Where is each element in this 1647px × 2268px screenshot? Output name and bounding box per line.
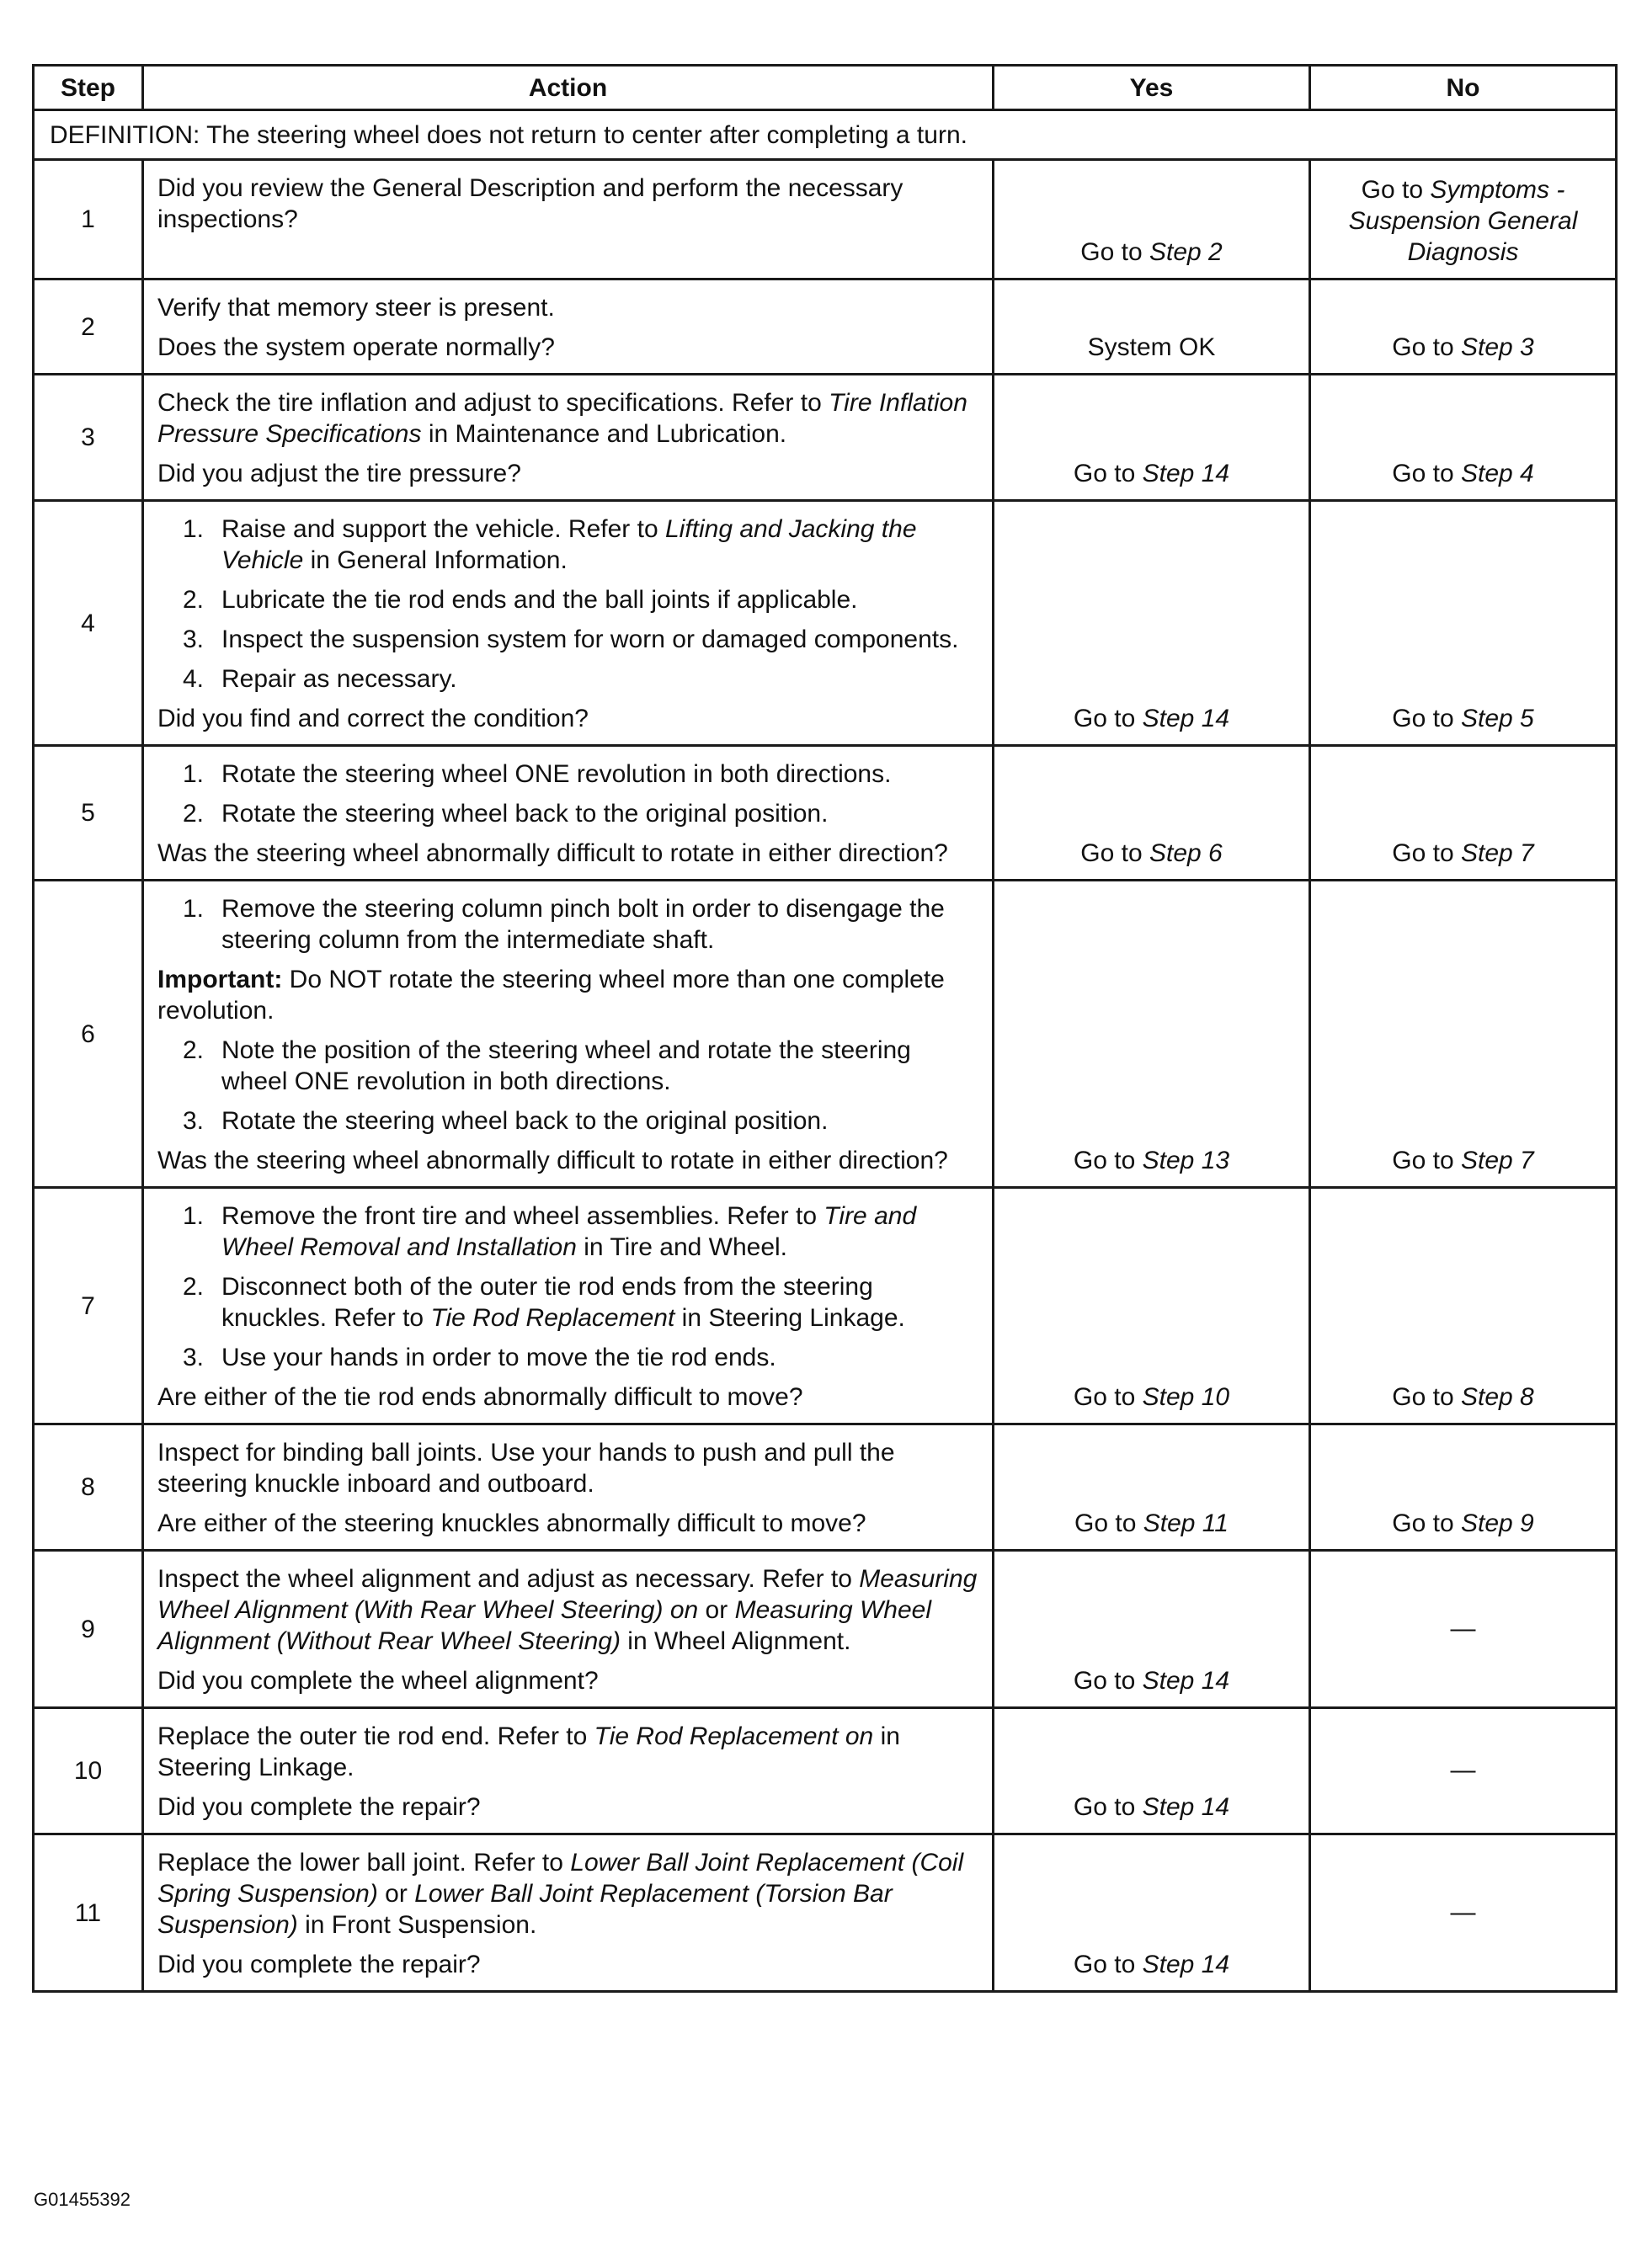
reference-text: Step 5 [1460, 705, 1534, 732]
bold-text: Important: [157, 966, 283, 993]
text-run: Did you review the General Description and perform the necessary inspections? [157, 174, 903, 233]
no-result [1310, 160, 1617, 280]
list-number: 1. [183, 760, 205, 788]
text-run: System OK [1087, 333, 1216, 361]
list-number: 1. [183, 1202, 205, 1230]
action-paragraph [157, 1437, 978, 1499]
step-number: 7 [34, 1188, 143, 1424]
list-number: 1. [183, 895, 205, 923]
reference-text: Symptoms - Suspension General Diagnosis [1348, 176, 1578, 266]
text-run: in Wheel Alignment. [620, 1627, 851, 1655]
table-row [34, 375, 1617, 501]
yes-result [994, 746, 1310, 881]
action-cell [143, 1424, 994, 1551]
action-cell [143, 501, 994, 746]
action-paragraph [157, 1847, 978, 1941]
text-run: in General Information. [303, 546, 568, 574]
text-run: Inspect the suspension system for worn or damaged components. [221, 626, 959, 653]
list-number: 2. [183, 586, 205, 614]
action-paragraph [157, 1721, 978, 1783]
reference-text: Step 7 [1460, 1147, 1534, 1174]
text-run: in Front Suspension. [297, 1911, 537, 1939]
action-list-item [157, 663, 978, 695]
list-number: 2. [183, 1036, 205, 1064]
text-run: Go to [1392, 1383, 1461, 1411]
text-run: in Steering Linkage. [674, 1304, 905, 1332]
text-run: Rotate the steering wheel ONE revolution in both directions. [221, 760, 892, 788]
text-run: Replace the lower ball joint. Refer to [157, 1849, 571, 1877]
text-run: Rotate the steering wheel back to the original position. [221, 1107, 829, 1135]
text-run: — [1450, 1898, 1476, 1926]
action-list-item [157, 1342, 978, 1373]
text-run: Go to [1073, 1383, 1143, 1411]
text-run: Did you complete the repair? [157, 1951, 481, 1978]
text-run: Go to [1080, 238, 1149, 266]
text-run: Verify that memory steer is present. [157, 294, 555, 322]
table-row [34, 1188, 1617, 1424]
action-cell [143, 160, 994, 280]
text-run: Was the steering wheel abnormally difficult to rotate in either direction? [157, 1147, 948, 1174]
reference-text: Step 4 [1460, 460, 1534, 487]
text-run: in Steering Linkage. [157, 1722, 900, 1781]
yes-result [994, 375, 1310, 501]
reference-text: Step 9 [1460, 1509, 1534, 1537]
text-run: Go to [1392, 1147, 1461, 1174]
table-row [34, 1708, 1617, 1834]
text-run: Replace the outer tie rod end. Refer to [157, 1722, 594, 1750]
action-paragraph [157, 1382, 978, 1413]
reference-text: Step 8 [1460, 1383, 1534, 1411]
action-cell [143, 1834, 994, 1992]
text-run: Lubricate the tie rod ends and the ball joints if applicable. [221, 586, 858, 614]
action-cell [143, 1551, 994, 1708]
table-row [34, 280, 1617, 375]
text-run: Go to [1073, 460, 1143, 487]
action-paragraph [157, 173, 978, 235]
action-cell [143, 280, 994, 375]
text-run: Check the tire inflation and adjust to specifications. Refer to [157, 389, 829, 417]
table-row [34, 501, 1617, 746]
list-number: 1. [183, 515, 205, 543]
text-run: Go to [1080, 839, 1149, 867]
list-number: 3. [183, 626, 205, 653]
header-action: Action [143, 66, 994, 110]
step-number: 8 [34, 1424, 143, 1551]
text-run: Rotate the steering wheel back to the original position. [221, 800, 829, 828]
action-list-item [157, 1105, 978, 1137]
text-run: Disconnect both of the outer tie rod ends from the steering knuckles. Refer to [221, 1273, 873, 1332]
text-run: Does the system operate normally? [157, 333, 555, 361]
reference-text: Step 13 [1142, 1147, 1230, 1174]
text-run: in Tire and Wheel. [576, 1233, 788, 1261]
action-paragraph [157, 1792, 978, 1823]
table-row [34, 746, 1617, 881]
text-run: Note the position of the steering wheel and rotate the steering wheel ONE revolution in both directions. [221, 1036, 911, 1095]
text-run: Did you adjust the tire pressure? [157, 460, 521, 487]
text-run: Go to [1361, 176, 1431, 204]
action-list-item [157, 514, 978, 576]
no-result [1310, 501, 1617, 746]
reference-text: Tie Rod Replacement [430, 1304, 675, 1332]
yes-result [994, 1551, 1310, 1708]
text-run: Go to [1073, 1147, 1143, 1174]
text-run: Use your hands in order to move the tie rod ends. [221, 1344, 776, 1371]
reference-text: Step 14 [1142, 460, 1230, 487]
text-run: Go to [1392, 705, 1461, 732]
table-row [34, 1551, 1617, 1708]
no-result [1310, 1834, 1617, 1992]
action-paragraph [157, 1563, 978, 1657]
yes-result [994, 1424, 1310, 1551]
action-cell [143, 375, 994, 501]
reference-text: Step 3 [1460, 333, 1534, 361]
text-run: Go to [1073, 1951, 1143, 1978]
reference-text: Step 14 [1142, 1793, 1230, 1821]
list-number: 2. [183, 800, 205, 828]
list-number: 3. [183, 1107, 205, 1135]
header-yes: Yes [994, 66, 1310, 110]
no-result [1310, 375, 1617, 501]
step-number: 3 [34, 375, 143, 501]
action-list-item [157, 1201, 978, 1263]
text-run: in Maintenance and Lubrication. [421, 420, 787, 448]
header-step: Step [34, 66, 143, 110]
text-run: Did you complete the wheel alignment? [157, 1667, 599, 1695]
text-run: Go to [1073, 1667, 1143, 1695]
text-run: Did you find and correct the condition? [157, 705, 589, 732]
reference-text: Step 14 [1142, 1951, 1230, 1978]
action-list-item [157, 1035, 978, 1097]
table-row [34, 160, 1617, 280]
definition-row [34, 110, 1617, 160]
reference-text: Step 6 [1149, 839, 1223, 867]
no-result [1310, 1708, 1617, 1834]
step-number: 11 [34, 1834, 143, 1992]
text-run: Repair as necessary. [221, 665, 457, 693]
text-run: Inspect for binding ball joints. Use your hands to push and pull the steering knuckle inboard and outboard. [157, 1439, 895, 1498]
reference-text: Tire Inflation Pressure Specifications [157, 389, 967, 448]
text-run: Are either of the steering knuckles abnormally difficult to move? [157, 1509, 866, 1537]
list-number: 4. [183, 665, 205, 693]
action-cell [143, 881, 994, 1188]
header-no: No [1310, 66, 1617, 110]
text-run: Go to [1074, 1509, 1143, 1537]
action-paragraph [157, 1949, 978, 1980]
action-cell [143, 1708, 994, 1834]
reference-text: Step 7 [1460, 839, 1534, 867]
action-paragraph [157, 332, 978, 363]
reference-text: Lower Ball Joint Replacement (Torsion Bar Suspension) [157, 1880, 893, 1939]
yes-result [994, 881, 1310, 1188]
step-number: 6 [34, 881, 143, 1188]
action-paragraph [157, 838, 978, 869]
table-row [34, 881, 1617, 1188]
action-list-item [157, 893, 978, 956]
action-list-item [157, 759, 978, 790]
reference-text: Step 14 [1142, 705, 1230, 732]
text-run: — [1450, 1756, 1476, 1784]
action-paragraph [157, 1145, 978, 1176]
header-row [34, 66, 1617, 110]
step-number: 4 [34, 501, 143, 746]
step-number: 5 [34, 746, 143, 881]
action-list-item [157, 584, 978, 615]
reference-text: Step 10 [1142, 1383, 1230, 1411]
action-paragraph [157, 458, 978, 489]
action-list-item [157, 798, 978, 829]
text-run: Are either of the tie rod ends abnormally difficult to move? [157, 1383, 803, 1411]
reference-text: Step 14 [1142, 1667, 1230, 1695]
reference-text: Step 2 [1149, 238, 1223, 266]
text-run: — [1450, 1614, 1476, 1642]
yes-result [994, 160, 1310, 280]
no-result [1310, 1188, 1617, 1424]
text-run: Go to [1073, 1793, 1143, 1821]
text-run: Go to [1392, 460, 1461, 487]
action-paragraph [157, 964, 978, 1026]
table-row [34, 1424, 1617, 1551]
reference-text: Tie Rod Replacement on [594, 1722, 874, 1750]
text-run: Did you complete the repair? [157, 1793, 481, 1821]
reference-text: Tire and Wheel Removal and Installation [221, 1202, 917, 1261]
step-number: 1 [34, 160, 143, 280]
action-list-item [157, 1271, 978, 1334]
reference-text: Lower Ball Joint Replacement (Coil Spring Suspension) [157, 1849, 964, 1908]
figure-id: G01455392 [34, 2189, 131, 2210]
no-result [1310, 1424, 1617, 1551]
yes-result [994, 1834, 1310, 1992]
yes-result [994, 1188, 1310, 1424]
reference-text: Measuring Wheel Alignment (With Rear Wheel Steering) on [157, 1565, 978, 1624]
yes-result [994, 280, 1310, 375]
text-run: or [377, 1880, 415, 1908]
step-number: 2 [34, 280, 143, 375]
definition-text: DEFINITION: The steering wheel does not return to center after completing a turn. [34, 110, 1617, 160]
action-cell [143, 1188, 994, 1424]
text-run: Go to [1392, 839, 1461, 867]
text-run: Go to [1392, 1509, 1461, 1537]
action-paragraph [157, 703, 978, 734]
action-paragraph [157, 387, 978, 450]
list-number: 3. [183, 1344, 205, 1371]
no-result [1310, 280, 1617, 375]
text-run: or [698, 1596, 735, 1624]
no-result [1310, 881, 1617, 1188]
reference-text: Step 11 [1143, 1509, 1229, 1537]
text-run: Go to [1073, 705, 1143, 732]
reference-text: Lifting and Jacking the Vehicle [221, 515, 917, 574]
no-result [1310, 746, 1617, 881]
action-cell [143, 746, 994, 881]
table-row [34, 1834, 1617, 1992]
list-number: 2. [183, 1273, 205, 1301]
text-run: Was the steering wheel abnormally difficult to rotate in either direction? [157, 839, 948, 867]
action-paragraph [157, 1665, 978, 1696]
action-paragraph [157, 292, 978, 323]
yes-result [994, 501, 1310, 746]
action-paragraph [157, 1508, 978, 1539]
action-list-item [157, 624, 978, 655]
step-number: 9 [34, 1551, 143, 1708]
text-run: Inspect the wheel alignment and adjust as necessary. Refer to [157, 1565, 860, 1593]
text-run: Raise and support the vehicle. Refer to [221, 515, 665, 543]
text-run: Remove the steering column pinch bolt in order to disengage the steering column from the intermediate shaft. [221, 895, 945, 954]
yes-result [994, 1708, 1310, 1834]
text-run: Remove the front tire and wheel assemblies. Refer to [221, 1202, 824, 1230]
text-run: Do NOT rotate the steering wheel more than one complete revolution. [157, 966, 945, 1025]
reference-text: Measuring Wheel Alignment (Without Rear Wheel Steering) [157, 1596, 932, 1655]
table-body [34, 110, 1617, 1992]
diagnostic-table [32, 64, 1618, 1993]
text-run: Go to [1392, 333, 1461, 361]
no-result [1310, 1551, 1617, 1708]
step-number: 10 [34, 1708, 143, 1834]
